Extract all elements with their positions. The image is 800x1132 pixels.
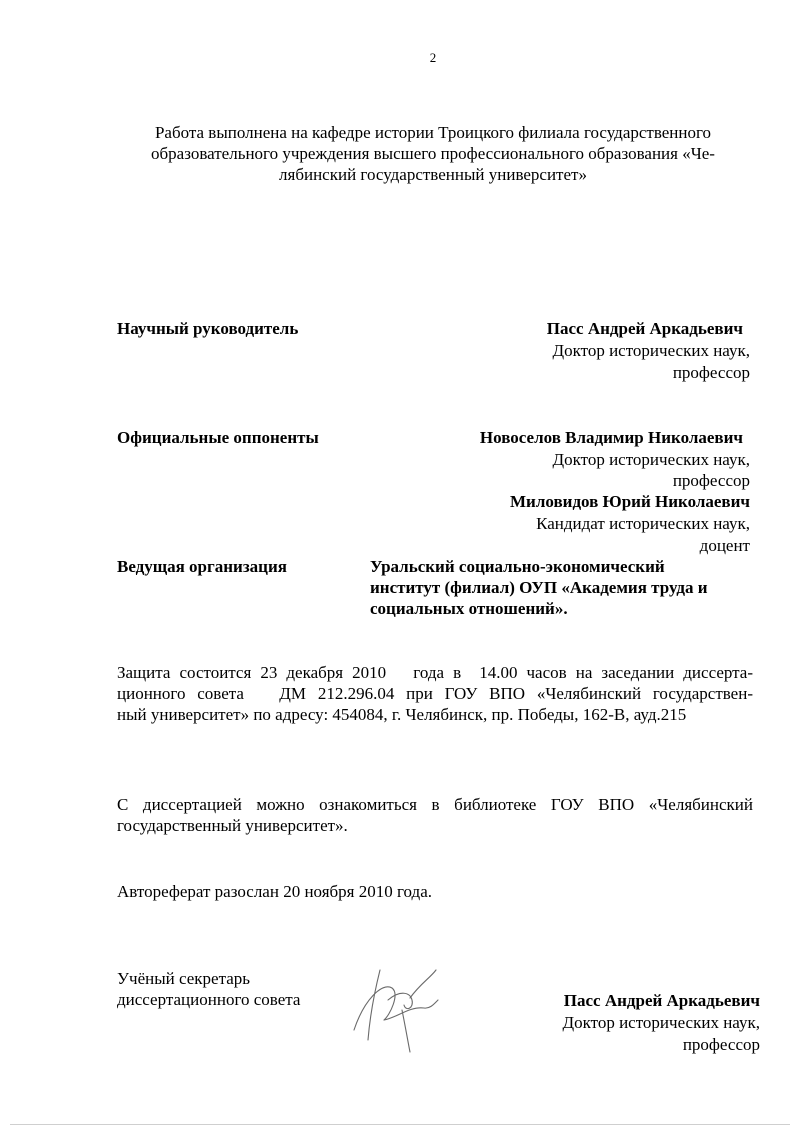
opponent-title: профессор [672,471,750,490]
defense-line: ный университет» по адресу: 454084, г. Челябинск, пр. Победы, 162-В, ауд.215 [117,705,687,724]
intro-line: лябинский государственный университет» [279,165,587,184]
library-paragraph [117,794,753,836]
intro-line: образовательного учреждения высшего профессионального образования «Че- [151,144,715,163]
library-line: С диссертацией можно ознакомиться в библиотеке ГОУ ВПО «Челябинский [117,795,753,814]
distribution-note: Автореферат разослан 20 ноября 2010 года. [117,882,433,901]
library-line: государственный университет». [117,816,348,835]
secretary-role: Учёный секретарь [117,969,251,988]
secretary-degree: Доктор исторических наук, [562,1013,760,1032]
leading-org-line: Уральский социально-экономический [370,557,665,576]
intro-line: Работа выполнена на кафедре истории Троицкого филиала государственного [154,123,712,142]
secretary-role: диссертационного совета [117,990,301,1009]
opponents-label: Официальные оппоненты [117,428,319,447]
opponent-name: Новоселов Владимир Николаевич [479,428,743,447]
opponent-degree: Кандидат исторических наук, [536,514,750,533]
page-number: 2 [429,50,437,65]
opponent-degree: Доктор исторических наук, [552,450,750,469]
secretary-title: профессор [682,1035,760,1054]
leading-org-line: институт (филиал) ОУП «Академия труда и [370,578,708,597]
defense-line: ционного совета ДМ 212.296.04 при ГОУ ВПО «Челябинский государствен- [117,684,753,703]
supervisor-name: Пасс Андрей Аркадьевич [546,319,743,338]
supervisor-title: профессор [672,363,750,382]
leading-org-name [370,556,760,619]
secretary-name: Пасс Андрей Аркадьевич [563,991,760,1010]
leading-org-label: Ведущая организация [117,557,287,576]
intro-paragraph [113,122,753,185]
opponent-name: Миловидов Юрий Николаевич [510,492,750,511]
defense-paragraph [117,662,753,725]
leading-org-line: социальных отношений». [370,599,568,618]
supervisor-degree: Доктор исторических наук, [552,341,750,360]
opponent-title: доцент [699,536,750,555]
signature-image [340,960,460,1055]
page-bottom-edge [10,1124,790,1125]
defense-line: Защита состоится 23 декабря 2010 года в 14.00 часов на заседании диссерта- [117,663,753,682]
supervisor-label: Научный руководитель [117,319,299,338]
